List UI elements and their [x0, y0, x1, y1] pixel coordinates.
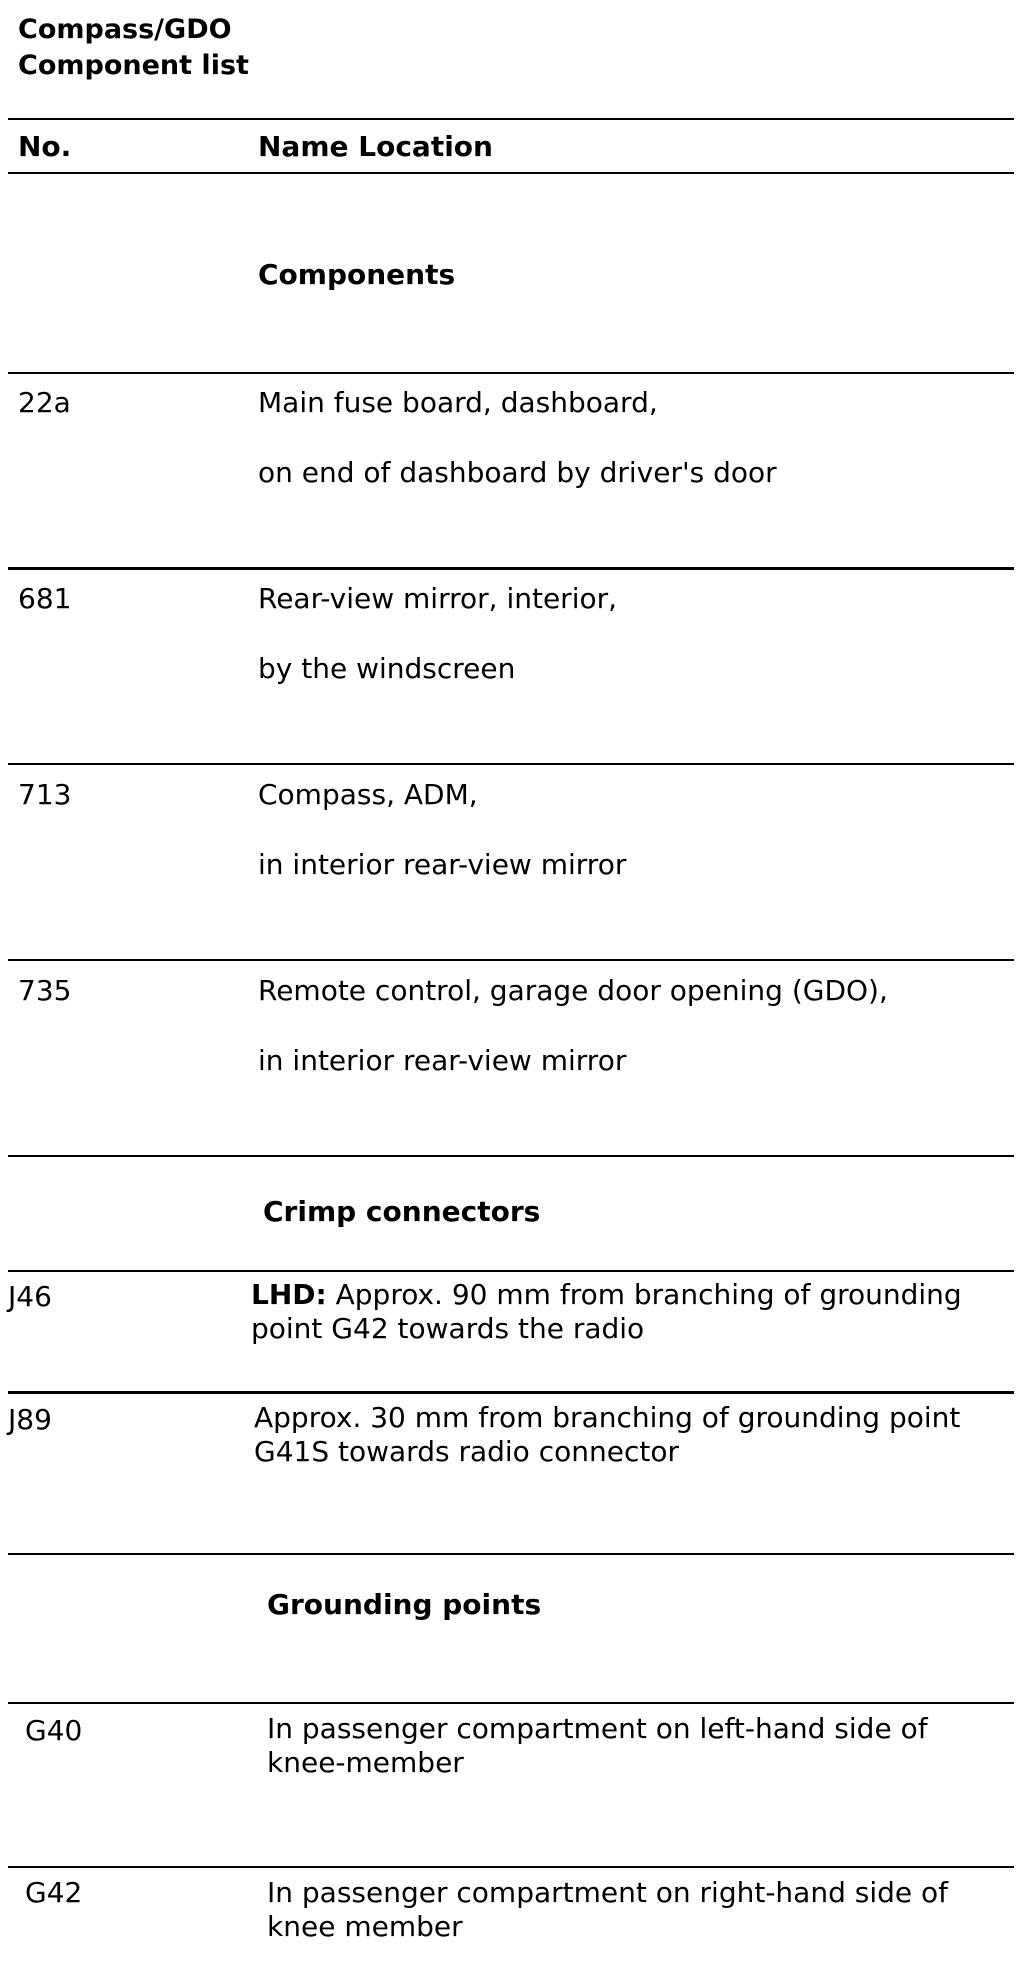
section-heading-grounding-points: Grounding points	[267, 1588, 542, 1621]
row-number-g42: G42	[25, 1876, 83, 1909]
section-divider	[8, 1155, 1014, 1157]
row-location-713: in interior rear-view mirror	[258, 848, 627, 881]
row-divider	[8, 1391, 1014, 1394]
row-divider	[8, 1702, 1014, 1704]
header-bottom-rule	[8, 172, 1014, 174]
row-divider	[8, 959, 1014, 961]
row-divider	[8, 763, 1014, 765]
title-line-1: Compass/GDO	[18, 14, 232, 45]
row-number-713: 713	[18, 778, 72, 811]
section-heading-crimp-connectors: Crimp connectors	[263, 1195, 541, 1228]
row-divider	[8, 372, 1014, 374]
row-location-22a: on end of dashboard by driver's door	[258, 456, 777, 489]
row-location-735: in interior rear-view mirror	[258, 1044, 627, 1077]
row-number-g40: G40	[25, 1714, 83, 1747]
row-divider	[8, 1866, 1014, 1868]
header-top-rule	[8, 118, 1014, 120]
row-number-22a: 22a	[18, 386, 71, 419]
row-name-713: Compass, ADM,	[258, 778, 478, 811]
row-location-681: by the windscreen	[258, 652, 516, 685]
page-title	[18, 12, 249, 84]
row-location-j46-text: Approx. 90 mm from branching of grounding point G42 towards the radio	[251, 1278, 962, 1345]
row-location-j89: Approx. 30 mm from branching of grounding point G41S towards radio connector	[254, 1401, 961, 1468]
column-header-name-location: Name Location	[258, 130, 493, 163]
row-number-681: 681	[18, 582, 72, 615]
row-divider	[8, 567, 1014, 570]
section-divider	[8, 1553, 1014, 1555]
row-name-681: Rear-view mirror, interior,	[258, 582, 618, 615]
section-heading-components: Components	[258, 258, 456, 291]
row-divider	[8, 1270, 1014, 1272]
row-name-735: Remote control, garage door opening (GDO),	[258, 974, 888, 1007]
row-number-j46: J46	[8, 1280, 52, 1313]
row-location-g42: In passenger compartment on right-hand side of knee member	[267, 1876, 948, 1943]
title-line-2: Component list	[18, 50, 249, 81]
row-name-22a: Main fuse board, dashboard,	[258, 386, 658, 419]
column-header-no: No.	[18, 130, 72, 163]
row-number-j89: J89	[8, 1403, 52, 1436]
row-location-j46	[251, 1278, 981, 1346]
row-location-g40: In passenger compartment on left-hand side of knee-member	[267, 1712, 928, 1779]
lhd-label: LHD:	[251, 1278, 327, 1311]
row-number-735: 735	[18, 974, 72, 1007]
